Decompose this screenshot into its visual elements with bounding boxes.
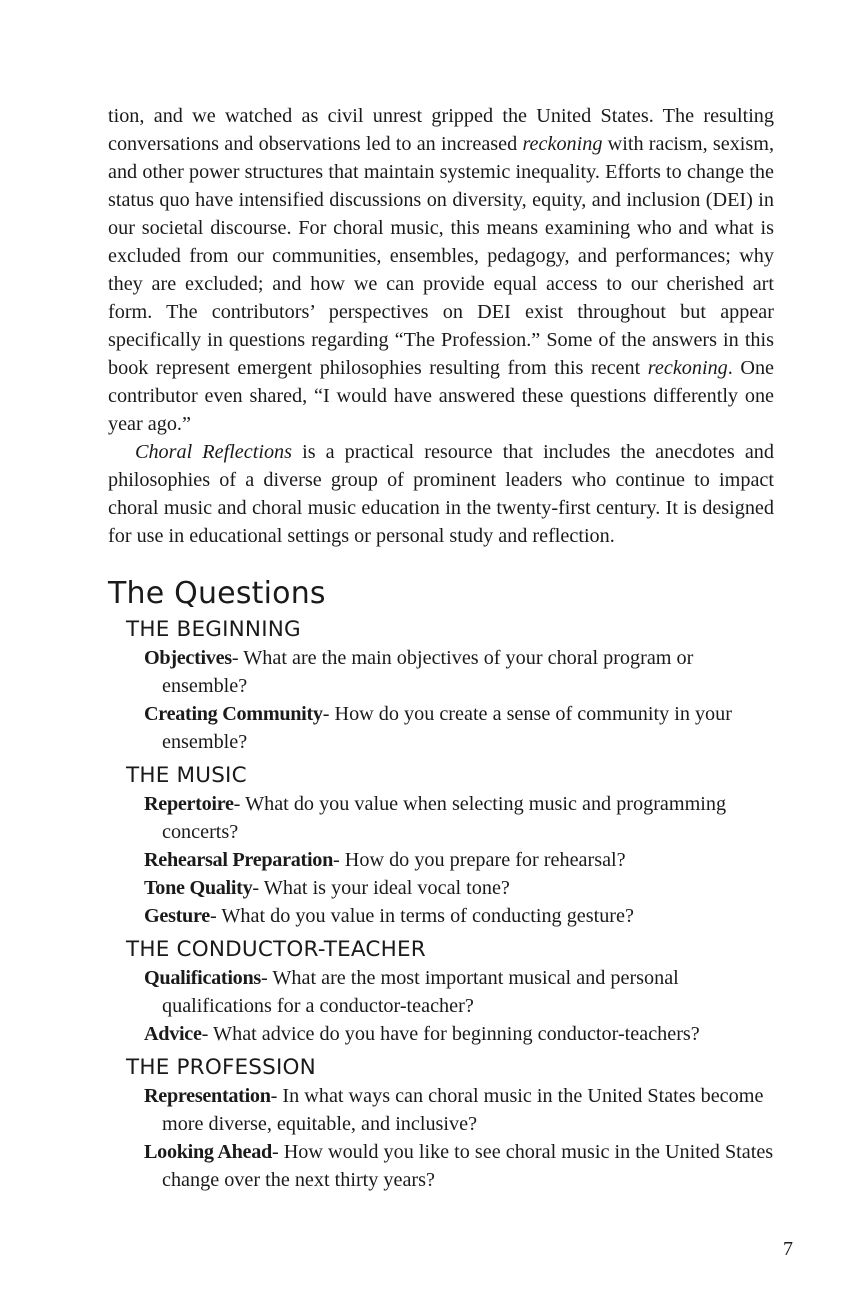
section-title: THE MUSIC [126, 763, 247, 788]
text-span: . One contributor even shared, “I would have answered these questions differently one year ago.” [108, 357, 774, 435]
question-term: Gesture [144, 905, 210, 927]
question-term: Looking Ahead [144, 1141, 272, 1163]
question-text: - What advice do you have for beginning conductor-teachers? [201, 1023, 700, 1045]
question-text: - How do you create a sense of community in your ensemble? [162, 703, 732, 753]
question-term: Creating Community [144, 703, 323, 725]
question-term: Rehearsal Preparation [144, 849, 334, 871]
question-item [144, 1082, 774, 1138]
question-text: - What are the main objectives of your choral program or ensemble? [162, 647, 694, 697]
question-item [144, 1020, 774, 1048]
book-title-emphasis: Choral Reflections [135, 441, 292, 463]
question-item [144, 700, 774, 756]
question-item [144, 644, 774, 700]
section-title: THE PROFESSION [126, 1055, 316, 1080]
question-text: - What do you value in terms of conducting gesture? [209, 905, 634, 927]
section-title: THE BEGINNING [126, 617, 301, 642]
question-item [144, 846, 774, 874]
text-span: is a practical resource that includes the anecdotes and philosophies of a diverse group of prominent leaders who continue to impact choral music and choral music education in the twenty-first century. It is designed for use in educational settings or personal study and reflection. [108, 441, 774, 547]
question-text: - How would you like to see choral music in the United States change over the next thirty years? [162, 1141, 774, 1191]
question-item [144, 874, 774, 902]
question-item [144, 902, 774, 930]
section-the-profession [108, 1054, 774, 1194]
questions-heading: The Questions [108, 576, 326, 611]
question-text: - What are the most important musical and personal qualifications for a conductor-teacher? [162, 967, 679, 1017]
question-term: Qualifications [144, 967, 261, 989]
question-item [144, 1138, 774, 1194]
question-term: Repertoire [144, 793, 234, 815]
section-the-beginning [108, 616, 774, 756]
page-content [108, 102, 774, 1194]
text-span: tion, and we watched as civil unrest gripped the United States. The resulting conversations and observations led to an increased [108, 105, 774, 155]
question-text: - In what ways can choral music in the United States become more diverse, equitable, and inclusive? [162, 1085, 764, 1135]
question-text: - What do you value when selecting music and programming concerts? [162, 793, 727, 843]
question-text: - What is your ideal vocal tone? [252, 877, 510, 899]
question-term: Representation [144, 1085, 271, 1107]
emphasis-reckoning: reckoning [522, 133, 603, 155]
text-span: with racism, sexism, and other power structures that maintain systemic inequality. Efforts to change the status quo have intensified discussions on diversity, equity, and inclusion (DEI) in our societal discourse. For choral music, this means examining who and what is excluded from our communities, ensembles, pedagogy, and performances; why they are excluded; and how we can provide equal access to our cherished art form. The contributors’ perspectives on DEI exist throughout but appear specifically in questions regarding “The Profession.” Some of the answers in this book represent emergent philosophies resulting from this recent [108, 133, 775, 379]
emphasis-reckoning: reckoning [647, 357, 728, 379]
question-term: Advice [144, 1023, 202, 1045]
question-term: Tone Quality [144, 877, 253, 899]
section-the-music [108, 762, 774, 930]
page-number: 7 [783, 1238, 793, 1260]
question-item [144, 790, 774, 846]
intro-paragraph-1 [108, 102, 774, 438]
question-item [144, 964, 774, 1020]
intro-paragraph-2 [108, 438, 774, 550]
question-text: - How do you prepare for rehearsal? [333, 849, 626, 871]
section-title: THE CONDUCTOR-TEACHER [126, 937, 426, 962]
question-term: Objectives [144, 647, 232, 669]
section-the-conductor-teacher [108, 936, 774, 1048]
